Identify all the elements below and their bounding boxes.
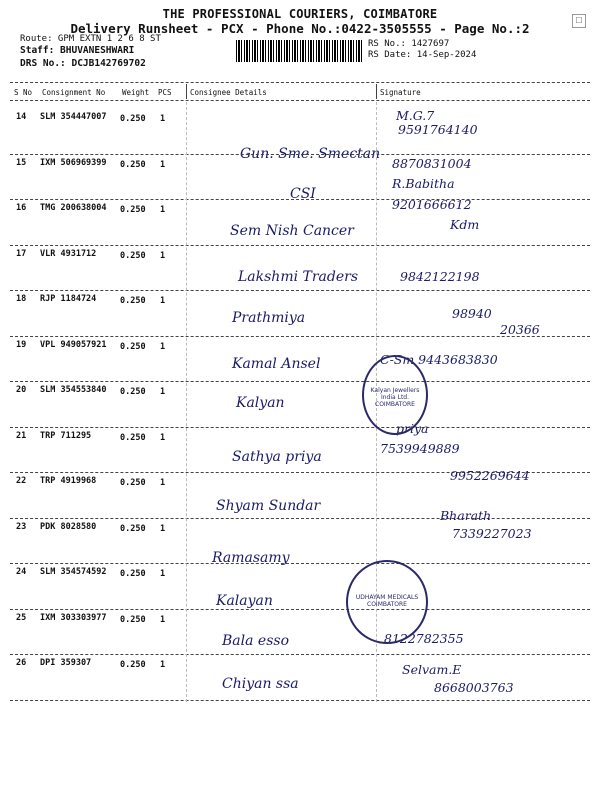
header-top-rule <box>10 82 590 83</box>
row-pcs: 1 <box>160 523 166 534</box>
row-divider <box>10 290 590 291</box>
signature-line-1: M.G.7 <box>396 108 435 123</box>
row-divider <box>10 381 590 382</box>
col-sno: S No <box>14 88 33 97</box>
row-sno: 15 <box>16 157 27 168</box>
row-sno: 16 <box>16 203 27 213</box>
row-consignment: RJP 1184724 <box>40 294 97 304</box>
consignee-handwriting: Sathya priya <box>232 448 322 465</box>
signature-line-1: Selvam.E <box>402 662 462 677</box>
staff-label: Staff: BHUVANESHWARI <box>20 45 135 56</box>
row-pcs: 1 <box>160 341 166 352</box>
row-pcs: 1 <box>160 478 166 488</box>
row-pcs: 1 <box>160 296 166 306</box>
row-sno: 17 <box>16 248 27 259</box>
consignee-handwriting: Sem Nish Cancer <box>230 223 354 239</box>
consignee-handwriting: Chiyan ssa <box>222 676 299 692</box>
row-divider <box>10 563 590 564</box>
row-pcs: 1 <box>160 387 166 397</box>
consignee-handwriting: Bala esso <box>222 632 289 649</box>
row-weight: 0.250 <box>120 250 146 261</box>
consignee-handwriting: CSI <box>290 185 316 202</box>
row-sno: 18 <box>16 294 27 304</box>
row-weight: 0.250 <box>120 523 146 534</box>
row-divider <box>10 245 590 246</box>
row-consignment: DPI 359307 <box>40 658 92 668</box>
row-weight: 0.250 <box>120 614 146 625</box>
row-sno: 22 <box>16 476 27 486</box>
consignee-handwriting: Kalayan <box>216 593 273 609</box>
row-divider <box>10 700 590 701</box>
row-weight: 0.250 <box>120 341 146 352</box>
row-consignment: IXM 506969399 <box>40 157 107 168</box>
signature-line-2: 20366 <box>500 322 540 337</box>
document-subtitle: Delivery Runsheet - PCX - Phone No.:0422-3505555 - Page No.:2 <box>70 21 530 36</box>
row-pcs: 1 <box>160 614 166 625</box>
signature-line-1: Bharath <box>440 507 492 523</box>
consignee-handwriting: Kalyan <box>236 395 285 411</box>
row-pcs: 1 <box>160 569 166 579</box>
signature-line-2: 9591764140 <box>398 122 478 137</box>
row-pcs: 1 <box>160 159 166 170</box>
header-bottom-rule <box>10 100 590 101</box>
row-divider <box>10 609 590 610</box>
row-weight: 0.250 <box>120 296 146 306</box>
col-weight: Weight <box>122 88 150 97</box>
row-weight: 0.250 <box>120 114 146 124</box>
col-pcs: PCS <box>158 88 172 97</box>
row-consignment: IXM 303303977 <box>40 612 107 623</box>
signature-line-2: 7339227023 <box>452 525 532 541</box>
rs-number: RS No.: 1427697 <box>368 39 450 49</box>
signature-line-1: 9842122198 <box>400 268 480 284</box>
row-consignment: TRP 4919968 <box>40 476 97 486</box>
row-sno: 23 <box>16 521 27 532</box>
row-pcs: 1 <box>160 205 166 215</box>
col-divider <box>186 84 187 99</box>
jeweller-stamp-text: Kalyan Jewellers India Ltd. COIMBATORE <box>370 387 420 408</box>
signature-line-1: 98940 <box>452 306 492 321</box>
row-weight: 0.250 <box>120 660 146 670</box>
row-pcs: 1 <box>160 660 166 670</box>
row-consignment: PDK 8028580 <box>40 521 97 532</box>
col-divider <box>376 84 377 99</box>
row-pcs: 1 <box>160 114 166 124</box>
barcode <box>236 40 362 62</box>
row-weight: 0.250 <box>120 387 146 397</box>
medicals-stamp <box>346 560 428 644</box>
row-weight: 0.250 <box>120 205 146 215</box>
row-weight: 0.250 <box>120 569 146 579</box>
row-divider <box>10 336 590 337</box>
row-sno: 21 <box>16 430 27 441</box>
signature-line-1: C-Sm 9443683830 <box>380 351 498 367</box>
row-weight: 0.250 <box>120 478 146 488</box>
row-consignment: SLM 354574592 <box>40 567 107 577</box>
row-pcs: 1 <box>160 432 166 443</box>
row-divider <box>10 199 590 200</box>
signature-line-2: R.Babitha <box>392 175 455 191</box>
row-divider <box>10 427 590 428</box>
corner-mark: ☐ <box>572 14 586 28</box>
row-sno: 19 <box>16 339 27 350</box>
signature-line-2: 8668003763 <box>434 680 514 695</box>
row-sno: 20 <box>16 385 27 395</box>
row-weight: 0.250 <box>120 432 146 443</box>
row-consignment: SLM 354447007 <box>40 112 107 122</box>
signature-line-1: 8870831004 <box>392 155 472 171</box>
route-label: Route: GPM EXTN 1 2 6 8 ST <box>20 34 161 44</box>
signature-line-2: 7539949889 <box>380 440 460 456</box>
col-consignment: Consignment No <box>42 88 106 97</box>
consignee-column-divider <box>186 102 187 702</box>
row-consignment: VPL 949057921 <box>40 339 107 350</box>
row-divider <box>10 518 590 519</box>
consignee-handwriting: Gun. Sme. Smectan <box>240 146 381 162</box>
row-weight: 0.250 <box>120 159 146 170</box>
rs-date: RS Date: 14-Sep-2024 <box>368 50 477 60</box>
signature-line-1: 9952269644 <box>450 468 530 483</box>
row-consignment: SLM 354553840 <box>40 385 107 395</box>
col-signature: Signature <box>380 88 421 97</box>
row-sno: 26 <box>16 658 27 668</box>
consignee-handwriting: Shyam Sundar <box>216 498 321 514</box>
row-consignment: TRP 711295 <box>40 430 92 441</box>
row-sno: 24 <box>16 567 27 577</box>
signature-line-2: Kdm <box>450 217 480 232</box>
medicals-stamp-text: UDHAYAM MEDICALS COIMBATORE <box>355 594 419 608</box>
row-consignment: VLR 4931712 <box>40 248 97 259</box>
document-title: THE PROFESSIONAL COURIERS, COIMBATORE <box>162 7 438 21</box>
row-divider <box>10 654 590 655</box>
consignee-handwriting: Kamal Ansel <box>232 355 321 372</box>
row-sno: 25 <box>16 612 27 623</box>
row-consignment: TMG 200638004 <box>40 203 107 213</box>
jeweller-stamp <box>362 355 428 435</box>
consignee-handwriting: Prathmiya <box>232 310 306 326</box>
col-consignee: Consignee Details <box>190 88 267 97</box>
signature-line-1: 8122782355 <box>384 630 464 646</box>
row-sno: 14 <box>16 112 27 122</box>
signature-line-1: 9201666612 <box>392 197 472 212</box>
consignee-handwriting: Lakshmi Traders <box>238 268 359 285</box>
consignee-handwriting: Ramasamy <box>212 549 290 566</box>
drs-number: DRS No.: DCJB142769702 <box>20 58 146 69</box>
row-pcs: 1 <box>160 250 166 261</box>
row-divider <box>10 154 590 155</box>
signature-line-1: priya <box>396 420 429 436</box>
